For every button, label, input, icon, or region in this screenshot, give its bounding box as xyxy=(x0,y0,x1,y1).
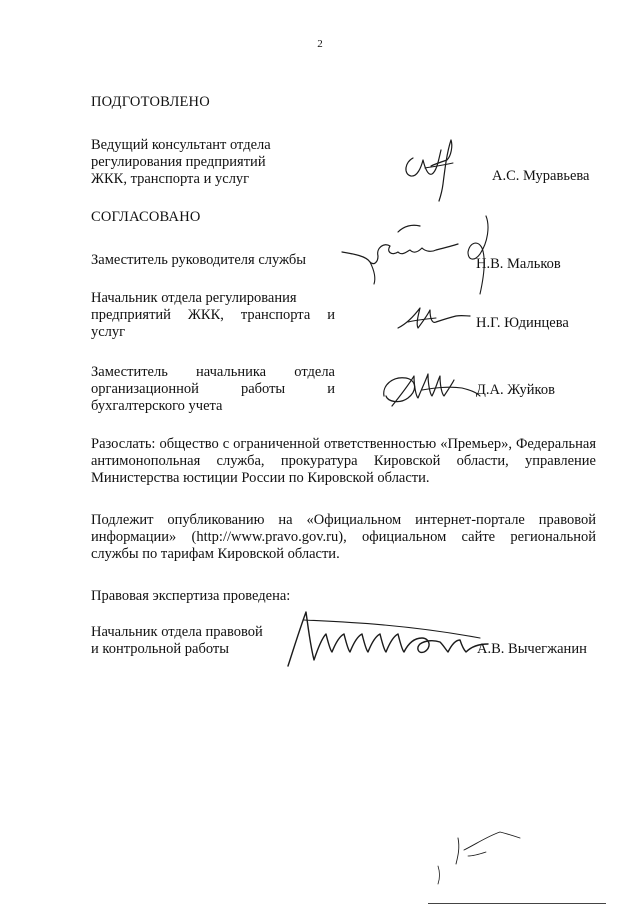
agreed-signer-3-position xyxy=(91,364,335,415)
agreed-signer-3-name: Д.А. Жуйков xyxy=(476,382,555,398)
initials-mark xyxy=(428,826,524,886)
prepared-position-line: регулирования предприятий xyxy=(91,154,266,170)
signer-position-line: Заместитель руководителя службы xyxy=(91,252,307,268)
signer-position-line: бухгалтерского учета xyxy=(91,398,223,414)
prepared-name: А.С. Муравьева xyxy=(492,168,590,184)
signer-position-line: услуг xyxy=(91,324,126,340)
agreed-signer-2-position xyxy=(91,290,335,341)
signature-malkov xyxy=(340,212,500,296)
prepared-position-line: Ведущий консультант отдела xyxy=(91,137,271,153)
agreed-signer-1-position xyxy=(91,252,335,269)
signature-yudintseva xyxy=(396,304,472,334)
page-number: 2 xyxy=(317,38,323,50)
prepared-position-line: ЖКК, транспорта и услуг xyxy=(91,171,250,187)
legal-review-position-line: и контрольной работы xyxy=(91,641,229,657)
agreed-signer-2-name: Н.Г. Юдинцева xyxy=(476,315,569,331)
prepared-position xyxy=(91,137,335,188)
legal-review-name: А.В. Вычегжанин xyxy=(477,641,587,657)
signature-vychegzhanin xyxy=(284,604,504,668)
publication-paragraph: Подлежит опубликованию на «Официальном интернет-портале правовой информации» (http://www.pravo.gov.ru), официальном сайте региональной службы по тарифам Кировской области. xyxy=(91,512,596,562)
legal-review-position-line: Начальник отдела правовой xyxy=(91,624,263,640)
distribution-paragraph: Разослать: общество с ограниченной ответственностью «Премьер», Федеральная антимонопольная служба, прокуратура Кировской области, управление Министерства юстиции России по Кировской области. xyxy=(91,436,596,486)
signer-position-line: Заместитель начальника отдела xyxy=(91,364,335,380)
agreed-signer-1-name: Н.В. Мальков xyxy=(476,256,561,272)
legal-review-text: Правовая экспертиза проведена: xyxy=(91,588,291,604)
signature-muravyeva xyxy=(395,138,475,202)
bottom-rule xyxy=(428,903,606,904)
signature-zhuikov xyxy=(378,366,482,410)
signer-position-line: организационной работы и xyxy=(91,381,335,397)
signer-position-line: предприятий ЖКК, транспорта и xyxy=(91,307,335,323)
prepared-heading: ПОДГОТОВЛЕНО xyxy=(91,94,210,110)
signer-position-line: Начальник отдела регулирования xyxy=(91,290,297,306)
agreed-heading: СОГЛАСОВАНО xyxy=(91,209,201,225)
